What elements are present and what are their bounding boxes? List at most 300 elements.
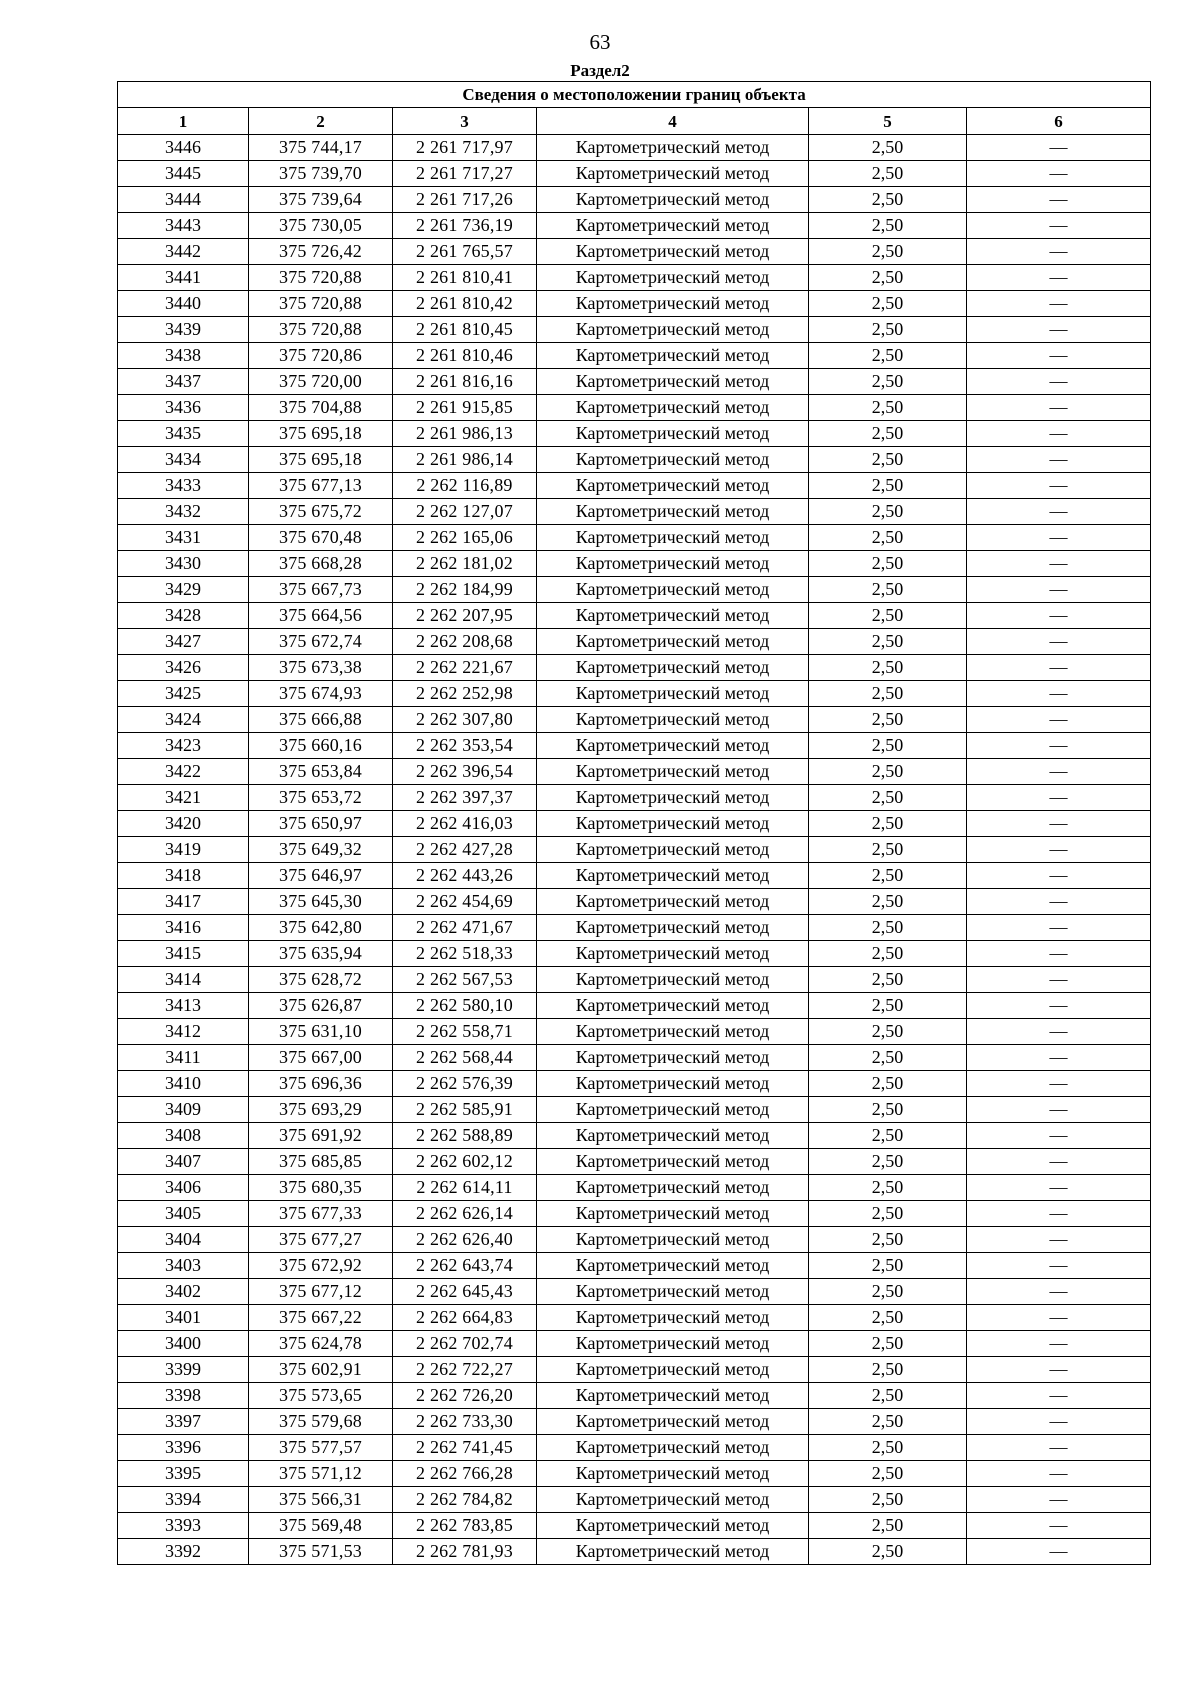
y-coordinate-cell: 2 261 717,97 xyxy=(393,135,537,161)
y-coordinate-cell: 2 262 221,67 xyxy=(393,655,537,681)
accuracy-cell: 2,50 xyxy=(809,135,967,161)
point-number-cell: 3434 xyxy=(118,447,249,473)
note-cell: — xyxy=(967,239,1151,265)
y-coordinate-cell: 2 262 127,07 xyxy=(393,499,537,525)
note-cell: — xyxy=(967,291,1151,317)
note-cell: — xyxy=(967,1149,1151,1175)
method-cell: Картометрический метод xyxy=(537,837,809,863)
method-cell: Картометрический метод xyxy=(537,1123,809,1149)
accuracy-cell: 2,50 xyxy=(809,1539,967,1565)
method-cell: Картометрический метод xyxy=(537,1331,809,1357)
table-row xyxy=(118,837,1151,863)
accuracy-cell: 2,50 xyxy=(809,1175,967,1201)
x-coordinate-cell: 375 696,36 xyxy=(249,1071,393,1097)
y-coordinate-cell: 2 261 765,57 xyxy=(393,239,537,265)
note-cell: — xyxy=(967,941,1151,967)
table-row xyxy=(118,889,1151,915)
x-coordinate-cell: 375 631,10 xyxy=(249,1019,393,1045)
table-row xyxy=(118,1019,1151,1045)
accuracy-cell: 2,50 xyxy=(809,1435,967,1461)
accuracy-cell: 2,50 xyxy=(809,1019,967,1045)
point-number-cell: 3415 xyxy=(118,941,249,967)
x-coordinate-cell: 375 579,68 xyxy=(249,1409,393,1435)
note-cell: — xyxy=(967,759,1151,785)
method-cell: Картометрический метод xyxy=(537,1357,809,1383)
y-coordinate-cell: 2 262 784,82 xyxy=(393,1487,537,1513)
method-cell: Картометрический метод xyxy=(537,941,809,967)
accuracy-cell: 2,50 xyxy=(809,681,967,707)
note-cell: — xyxy=(967,525,1151,551)
method-cell: Картометрический метод xyxy=(537,265,809,291)
note-cell: — xyxy=(967,1539,1151,1565)
note-cell: — xyxy=(967,421,1151,447)
point-number-cell: 3402 xyxy=(118,1279,249,1305)
point-number-cell: 3432 xyxy=(118,499,249,525)
x-coordinate-cell: 375 653,84 xyxy=(249,759,393,785)
accuracy-cell: 2,50 xyxy=(809,655,967,681)
note-cell: — xyxy=(967,447,1151,473)
point-number-cell: 3428 xyxy=(118,603,249,629)
table-row xyxy=(118,1123,1151,1149)
x-coordinate-cell: 375 569,48 xyxy=(249,1513,393,1539)
y-coordinate-cell: 2 262 585,91 xyxy=(393,1097,537,1123)
note-cell: — xyxy=(967,1487,1151,1513)
method-cell: Картометрический метод xyxy=(537,1019,809,1045)
point-number-cell: 3439 xyxy=(118,317,249,343)
note-cell: — xyxy=(967,811,1151,837)
table-row xyxy=(118,1279,1151,1305)
point-number-cell: 3416 xyxy=(118,915,249,941)
accuracy-cell: 2,50 xyxy=(809,161,967,187)
table-row xyxy=(118,681,1151,707)
method-cell: Картометрический метод xyxy=(537,525,809,551)
x-coordinate-cell: 375 602,91 xyxy=(249,1357,393,1383)
y-coordinate-cell: 2 262 454,69 xyxy=(393,889,537,915)
x-coordinate-cell: 375 677,27 xyxy=(249,1227,393,1253)
note-cell: — xyxy=(967,863,1151,889)
accuracy-cell: 2,50 xyxy=(809,1071,967,1097)
x-coordinate-cell: 375 645,30 xyxy=(249,889,393,915)
x-coordinate-cell: 375 653,72 xyxy=(249,785,393,811)
column-header: 3 xyxy=(393,108,537,135)
table-row xyxy=(118,1513,1151,1539)
point-number-cell: 3400 xyxy=(118,1331,249,1357)
table-row xyxy=(118,317,1151,343)
point-number-cell: 3441 xyxy=(118,265,249,291)
accuracy-cell: 2,50 xyxy=(809,395,967,421)
method-cell: Картометрический метод xyxy=(537,993,809,1019)
x-coordinate-cell: 375 720,88 xyxy=(249,317,393,343)
method-cell: Картометрический метод xyxy=(537,707,809,733)
accuracy-cell: 2,50 xyxy=(809,1201,967,1227)
table-row xyxy=(118,941,1151,967)
table-row xyxy=(118,1175,1151,1201)
note-cell: — xyxy=(967,1513,1151,1539)
x-coordinate-cell: 375 660,16 xyxy=(249,733,393,759)
point-number-cell: 3443 xyxy=(118,213,249,239)
x-coordinate-cell: 375 668,28 xyxy=(249,551,393,577)
accuracy-cell: 2,50 xyxy=(809,551,967,577)
method-cell: Картометрический метод xyxy=(537,681,809,707)
note-cell: — xyxy=(967,1045,1151,1071)
point-number-cell: 3438 xyxy=(118,343,249,369)
y-coordinate-cell: 2 261 810,41 xyxy=(393,265,537,291)
table-row xyxy=(118,161,1151,187)
point-number-cell: 3407 xyxy=(118,1149,249,1175)
page-number: 63 xyxy=(589,30,611,54)
y-coordinate-cell: 2 262 396,54 xyxy=(393,759,537,785)
table-row xyxy=(118,499,1151,525)
accuracy-cell: 2,50 xyxy=(809,733,967,759)
x-coordinate-cell: 375 744,17 xyxy=(249,135,393,161)
note-cell: — xyxy=(967,681,1151,707)
x-coordinate-cell: 375 673,38 xyxy=(249,655,393,681)
y-coordinate-cell: 2 261 915,85 xyxy=(393,395,537,421)
note-cell: — xyxy=(967,889,1151,915)
note-cell: — xyxy=(967,1175,1151,1201)
table-row xyxy=(118,1149,1151,1175)
y-coordinate-cell: 2 262 252,98 xyxy=(393,681,537,707)
y-coordinate-cell: 2 262 443,26 xyxy=(393,863,537,889)
y-coordinate-cell: 2 261 736,19 xyxy=(393,213,537,239)
table-row xyxy=(118,603,1151,629)
y-coordinate-cell: 2 262 602,12 xyxy=(393,1149,537,1175)
point-number-cell: 3398 xyxy=(118,1383,249,1409)
table-body xyxy=(118,135,1151,1565)
table-row xyxy=(118,447,1151,473)
note-cell: — xyxy=(967,733,1151,759)
accuracy-cell: 2,50 xyxy=(809,239,967,265)
method-cell: Картометрический метод xyxy=(537,1175,809,1201)
note-cell: — xyxy=(967,1435,1151,1461)
accuracy-cell: 2,50 xyxy=(809,265,967,291)
x-coordinate-cell: 375 571,12 xyxy=(249,1461,393,1487)
note-cell: — xyxy=(967,1409,1151,1435)
x-coordinate-cell: 375 739,64 xyxy=(249,187,393,213)
x-coordinate-cell: 375 573,65 xyxy=(249,1383,393,1409)
x-coordinate-cell: 375 664,56 xyxy=(249,603,393,629)
table-row xyxy=(118,421,1151,447)
point-number-cell: 3392 xyxy=(118,1539,249,1565)
accuracy-cell: 2,50 xyxy=(809,1357,967,1383)
note-cell: — xyxy=(967,655,1151,681)
y-coordinate-cell: 2 262 208,68 xyxy=(393,629,537,655)
method-cell: Картометрический метод xyxy=(537,1539,809,1565)
note-cell: — xyxy=(967,317,1151,343)
method-cell: Картометрический метод xyxy=(537,967,809,993)
method-cell: Картометрический метод xyxy=(537,1409,809,1435)
y-coordinate-cell: 2 262 567,53 xyxy=(393,967,537,993)
x-coordinate-cell: 375 677,12 xyxy=(249,1279,393,1305)
y-coordinate-cell: 2 262 781,93 xyxy=(393,1539,537,1565)
accuracy-cell: 2,50 xyxy=(809,1279,967,1305)
method-cell: Картометрический метод xyxy=(537,239,809,265)
table-row xyxy=(118,967,1151,993)
method-cell: Картометрический метод xyxy=(537,1383,809,1409)
method-cell: Картометрический метод xyxy=(537,187,809,213)
point-number-cell: 3410 xyxy=(118,1071,249,1097)
x-coordinate-cell: 375 628,72 xyxy=(249,967,393,993)
point-number-cell: 3431 xyxy=(118,525,249,551)
accuracy-cell: 2,50 xyxy=(809,1513,967,1539)
column-header: 2 xyxy=(249,108,393,135)
method-cell: Картометрический метод xyxy=(537,1279,809,1305)
x-coordinate-cell: 375 650,97 xyxy=(249,811,393,837)
point-number-cell: 3436 xyxy=(118,395,249,421)
method-cell: Картометрический метод xyxy=(537,369,809,395)
accuracy-cell: 2,50 xyxy=(809,1305,967,1331)
y-coordinate-cell: 2 262 664,83 xyxy=(393,1305,537,1331)
accuracy-cell: 2,50 xyxy=(809,1123,967,1149)
table-row xyxy=(118,551,1151,577)
y-coordinate-cell: 2 262 733,30 xyxy=(393,1409,537,1435)
accuracy-cell: 2,50 xyxy=(809,473,967,499)
point-number-cell: 3393 xyxy=(118,1513,249,1539)
point-number-cell: 3435 xyxy=(118,421,249,447)
accuracy-cell: 2,50 xyxy=(809,447,967,473)
y-coordinate-cell: 2 261 986,14 xyxy=(393,447,537,473)
y-coordinate-cell: 2 262 783,85 xyxy=(393,1513,537,1539)
y-coordinate-cell: 2 261 810,42 xyxy=(393,291,537,317)
table-row xyxy=(118,733,1151,759)
accuracy-cell: 2,50 xyxy=(809,499,967,525)
y-coordinate-cell: 2 262 397,37 xyxy=(393,785,537,811)
table-row xyxy=(118,213,1151,239)
table-row xyxy=(118,1435,1151,1461)
x-coordinate-cell: 375 730,05 xyxy=(249,213,393,239)
note-cell: — xyxy=(967,837,1151,863)
table-row xyxy=(118,707,1151,733)
x-coordinate-cell: 375 667,00 xyxy=(249,1045,393,1071)
y-coordinate-cell: 2 262 726,20 xyxy=(393,1383,537,1409)
table-row xyxy=(118,629,1151,655)
note-cell: — xyxy=(967,967,1151,993)
point-number-cell: 3414 xyxy=(118,967,249,993)
method-cell: Картометрический метод xyxy=(537,1045,809,1071)
table-row xyxy=(118,863,1151,889)
accuracy-cell: 2,50 xyxy=(809,1149,967,1175)
point-number-cell: 3446 xyxy=(118,135,249,161)
table-row xyxy=(118,265,1151,291)
accuracy-cell: 2,50 xyxy=(809,1461,967,1487)
point-number-cell: 3399 xyxy=(118,1357,249,1383)
x-coordinate-cell: 375 720,86 xyxy=(249,343,393,369)
point-number-cell: 3430 xyxy=(118,551,249,577)
x-coordinate-cell: 375 675,72 xyxy=(249,499,393,525)
accuracy-cell: 2,50 xyxy=(809,759,967,785)
y-coordinate-cell: 2 262 568,44 xyxy=(393,1045,537,1071)
method-cell: Картометрический метод xyxy=(537,759,809,785)
accuracy-cell: 2,50 xyxy=(809,187,967,213)
table-row xyxy=(118,239,1151,265)
x-coordinate-cell: 375 571,53 xyxy=(249,1539,393,1565)
point-number-cell: 3401 xyxy=(118,1305,249,1331)
method-cell: Картометрический метод xyxy=(537,655,809,681)
x-coordinate-cell: 375 726,42 xyxy=(249,239,393,265)
x-coordinate-cell: 375 649,32 xyxy=(249,837,393,863)
point-number-cell: 3444 xyxy=(118,187,249,213)
method-cell: Картометрический метод xyxy=(537,421,809,447)
accuracy-cell: 2,50 xyxy=(809,343,967,369)
point-number-cell: 3413 xyxy=(118,993,249,1019)
method-cell: Картометрический метод xyxy=(537,785,809,811)
method-cell: Картометрический метод xyxy=(537,577,809,603)
point-number-cell: 3423 xyxy=(118,733,249,759)
accuracy-cell: 2,50 xyxy=(809,629,967,655)
y-coordinate-cell: 2 262 766,28 xyxy=(393,1461,537,1487)
note-cell: — xyxy=(967,1461,1151,1487)
point-number-cell: 3395 xyxy=(118,1461,249,1487)
note-cell: — xyxy=(967,915,1151,941)
accuracy-cell: 2,50 xyxy=(809,603,967,629)
point-number-cell: 3424 xyxy=(118,707,249,733)
accuracy-cell: 2,50 xyxy=(809,785,967,811)
accuracy-cell: 2,50 xyxy=(809,1383,967,1409)
method-cell: Картометрический метод xyxy=(537,1253,809,1279)
y-coordinate-cell: 2 262 722,27 xyxy=(393,1357,537,1383)
table-row xyxy=(118,785,1151,811)
table-row xyxy=(118,187,1151,213)
note-cell: — xyxy=(967,629,1151,655)
method-cell: Картометрический метод xyxy=(537,889,809,915)
method-cell: Картометрический метод xyxy=(537,1227,809,1253)
x-coordinate-cell: 375 677,33 xyxy=(249,1201,393,1227)
note-cell: — xyxy=(967,1383,1151,1409)
coordinates-table xyxy=(117,81,1151,1565)
note-cell: — xyxy=(967,785,1151,811)
point-number-cell: 3437 xyxy=(118,369,249,395)
point-number-cell: 3421 xyxy=(118,785,249,811)
y-coordinate-cell: 2 262 702,74 xyxy=(393,1331,537,1357)
accuracy-cell: 2,50 xyxy=(809,213,967,239)
table-row xyxy=(118,993,1151,1019)
x-coordinate-cell: 375 691,92 xyxy=(249,1123,393,1149)
x-coordinate-cell: 375 667,22 xyxy=(249,1305,393,1331)
table-row xyxy=(118,915,1151,941)
table-row xyxy=(118,1539,1151,1565)
accuracy-cell: 2,50 xyxy=(809,1487,967,1513)
y-coordinate-cell: 2 262 307,80 xyxy=(393,707,537,733)
table-row xyxy=(118,759,1151,785)
method-cell: Картометрический метод xyxy=(537,1149,809,1175)
table-row xyxy=(118,291,1151,317)
note-cell: — xyxy=(967,551,1151,577)
y-coordinate-cell: 2 262 116,89 xyxy=(393,473,537,499)
table-row xyxy=(118,1253,1151,1279)
y-coordinate-cell: 2 262 626,14 xyxy=(393,1201,537,1227)
note-cell: — xyxy=(967,369,1151,395)
accuracy-cell: 2,50 xyxy=(809,369,967,395)
y-coordinate-cell: 2 262 165,06 xyxy=(393,525,537,551)
point-number-cell: 3429 xyxy=(118,577,249,603)
point-number-cell: 3396 xyxy=(118,1435,249,1461)
method-cell: Картометрический метод xyxy=(537,811,809,837)
method-cell: Картометрический метод xyxy=(537,915,809,941)
method-cell: Картометрический метод xyxy=(537,473,809,499)
column-header: 5 xyxy=(809,108,967,135)
accuracy-cell: 2,50 xyxy=(809,1227,967,1253)
method-cell: Картометрический метод xyxy=(537,317,809,343)
y-coordinate-cell: 2 261 810,46 xyxy=(393,343,537,369)
y-coordinate-cell: 2 262 353,54 xyxy=(393,733,537,759)
method-cell: Картометрический метод xyxy=(537,1071,809,1097)
y-coordinate-cell: 2 262 471,67 xyxy=(393,915,537,941)
method-cell: Картометрический метод xyxy=(537,135,809,161)
y-coordinate-cell: 2 261 986,13 xyxy=(393,421,537,447)
method-cell: Картометрический метод xyxy=(537,1435,809,1461)
y-coordinate-cell: 2 262 588,89 xyxy=(393,1123,537,1149)
x-coordinate-cell: 375 685,85 xyxy=(249,1149,393,1175)
accuracy-cell: 2,50 xyxy=(809,941,967,967)
table-row xyxy=(118,395,1151,421)
point-number-cell: 3417 xyxy=(118,889,249,915)
table-row xyxy=(118,1045,1151,1071)
note-cell: — xyxy=(967,1305,1151,1331)
x-coordinate-cell: 375 720,00 xyxy=(249,369,393,395)
note-cell: — xyxy=(967,1253,1151,1279)
x-coordinate-cell: 375 646,97 xyxy=(249,863,393,889)
table-row xyxy=(118,811,1151,837)
note-cell: — xyxy=(967,707,1151,733)
table-row xyxy=(118,1227,1151,1253)
table-row xyxy=(118,577,1151,603)
point-number-cell: 3411 xyxy=(118,1045,249,1071)
point-number-cell: 3445 xyxy=(118,161,249,187)
column-header: 4 xyxy=(537,108,809,135)
y-coordinate-cell: 2 261 810,45 xyxy=(393,317,537,343)
point-number-cell: 3409 xyxy=(118,1097,249,1123)
y-coordinate-cell: 2 262 518,33 xyxy=(393,941,537,967)
table-title-row xyxy=(118,82,1151,108)
point-number-cell: 3412 xyxy=(118,1019,249,1045)
method-cell: Картометрический метод xyxy=(537,1097,809,1123)
table-row xyxy=(118,1487,1151,1513)
column-header: 1 xyxy=(118,108,249,135)
table-title: Сведения о местоположении границ объекта xyxy=(118,82,1151,108)
table-row xyxy=(118,1383,1151,1409)
x-coordinate-cell: 375 566,31 xyxy=(249,1487,393,1513)
x-coordinate-cell: 375 670,48 xyxy=(249,525,393,551)
x-coordinate-cell: 375 704,88 xyxy=(249,395,393,421)
table-row xyxy=(118,1357,1151,1383)
point-number-cell: 3408 xyxy=(118,1123,249,1149)
accuracy-cell: 2,50 xyxy=(809,1331,967,1357)
note-cell: — xyxy=(967,265,1151,291)
method-cell: Картометрический метод xyxy=(537,629,809,655)
x-coordinate-cell: 375 695,18 xyxy=(249,421,393,447)
point-number-cell: 3406 xyxy=(118,1175,249,1201)
note-cell: — xyxy=(967,343,1151,369)
method-cell: Картометрический метод xyxy=(537,395,809,421)
point-number-cell: 3425 xyxy=(118,681,249,707)
method-cell: Картометрический метод xyxy=(537,291,809,317)
note-cell: — xyxy=(967,161,1151,187)
table-row xyxy=(118,343,1151,369)
accuracy-cell: 2,50 xyxy=(809,1097,967,1123)
table-row xyxy=(118,1201,1151,1227)
column-number-row xyxy=(118,108,1151,135)
accuracy-cell: 2,50 xyxy=(809,889,967,915)
method-cell: Картометрический метод xyxy=(537,343,809,369)
method-cell: Картометрический метод xyxy=(537,733,809,759)
note-cell: — xyxy=(967,1201,1151,1227)
y-coordinate-cell: 2 261 816,16 xyxy=(393,369,537,395)
note-cell: — xyxy=(967,213,1151,239)
x-coordinate-cell: 375 680,35 xyxy=(249,1175,393,1201)
method-cell: Картометрический метод xyxy=(537,603,809,629)
x-coordinate-cell: 375 672,92 xyxy=(249,1253,393,1279)
note-cell: — xyxy=(967,135,1151,161)
